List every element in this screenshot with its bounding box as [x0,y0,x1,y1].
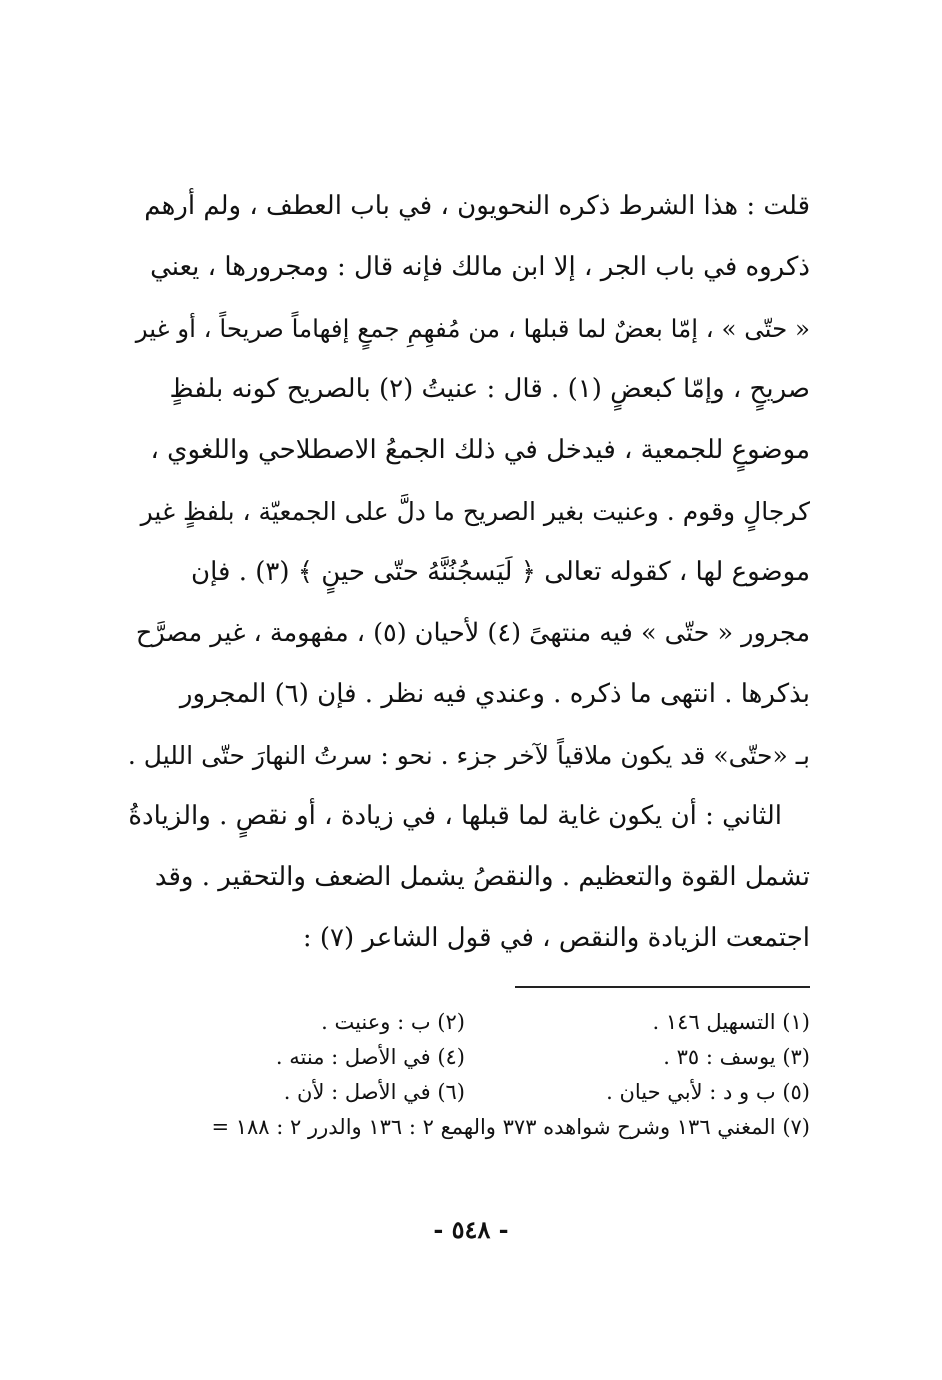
text-line-12: تشمل القوة والتعظيم . والنقصُ يشمل الضعف والتحقير . وقد [154,862,810,892]
footnote-7: (٧) المغني ١٣٦ وشرح شواهده ٣٧٣ والهمع ٢ : ١٣٦ والدرر ٢ : ١٨٨ = [211,1115,810,1139]
footnote-6: (٦) في الأصل : لأن . [283,1080,465,1104]
text-line-10: بـ «حتّى» قد يكون ملاقياً لآخر جزء . نحو : سرتُ النهارَ حتّى الليل . [128,741,810,770]
footnote-row [120,1075,810,1110]
footnote-5: (٥) ب و د : لأبي حيان . [606,1080,810,1104]
text-line-6: كرجالٍ وقوم . وعنيت بغير الصريح ما دلَّ على الجمعيّة ، بلفظٍ غير [140,497,810,526]
footnote-4: (٤) في الأصل : منته . [275,1045,465,1069]
main-text-block [128,176,810,969]
text-line-11: الثاني : أن يكون غاية لما قبلها ، في زيادة ، أو نقصٍ . والزيادةُ [128,801,782,831]
footnote-2: (٢) ب : وعنيت . [321,1010,465,1034]
text-line-1: قلت : هذا الشرط ذكره النحويون ، في باب العطف ، ولم أرهم [144,191,810,221]
footnote-row [120,1040,810,1075]
footnotes-block [120,1005,810,1145]
footnote-divider [515,986,810,988]
text-line-8: مجرور « حتّى » فيه منتهىً (٤) لأحيان (٥) ، مفهومة ، غير مصرَّح [135,618,810,648]
footnote-1: (١) التسهيل ١٤٦ . [652,1010,810,1034]
text-line-13: اجتمعت الزيادة والنقص ، في قول الشاعر (٧) : [302,923,810,953]
text-line-7: موضوع لها ، كقوله تعالى ﴿ لَيَسجُنُنَّهُ حتّى حينٍ ﴾ (٣) . فإن [190,557,810,587]
text-line-9: بذكرها . انتهى ما ذكره . وعندي فيه نظر . فإن (٦) المجرور [179,679,810,709]
footnote-3: (٣) يوسف : ٣٥ . [663,1045,810,1069]
page-number: - ٥٤٨ - [433,1215,509,1244]
footnote-row [120,1005,810,1040]
text-line-4: صريحٍ ، وإمّا كبعضٍ (١) . قال : عنيتُ (٢) بالصريح كونه بلفظٍ [169,374,810,404]
text-line-2: ذكروه في باب الجر ، إلا ابن مالك فإنه قال : ومجرورها ، يعني [150,252,810,282]
footnote-row [120,1110,810,1145]
text-line-5: موضوعٍ للجمعية ، فيدخل في ذلك الجمعُ الاصطلاحي واللغوي ، [150,435,810,465]
text-line-3: « حتّى » ، إمّا بعضٌ لما قبلها ، من مُفهِمِ جمعٍ إفهاماً صريحاً ، أو غير [135,314,810,343]
